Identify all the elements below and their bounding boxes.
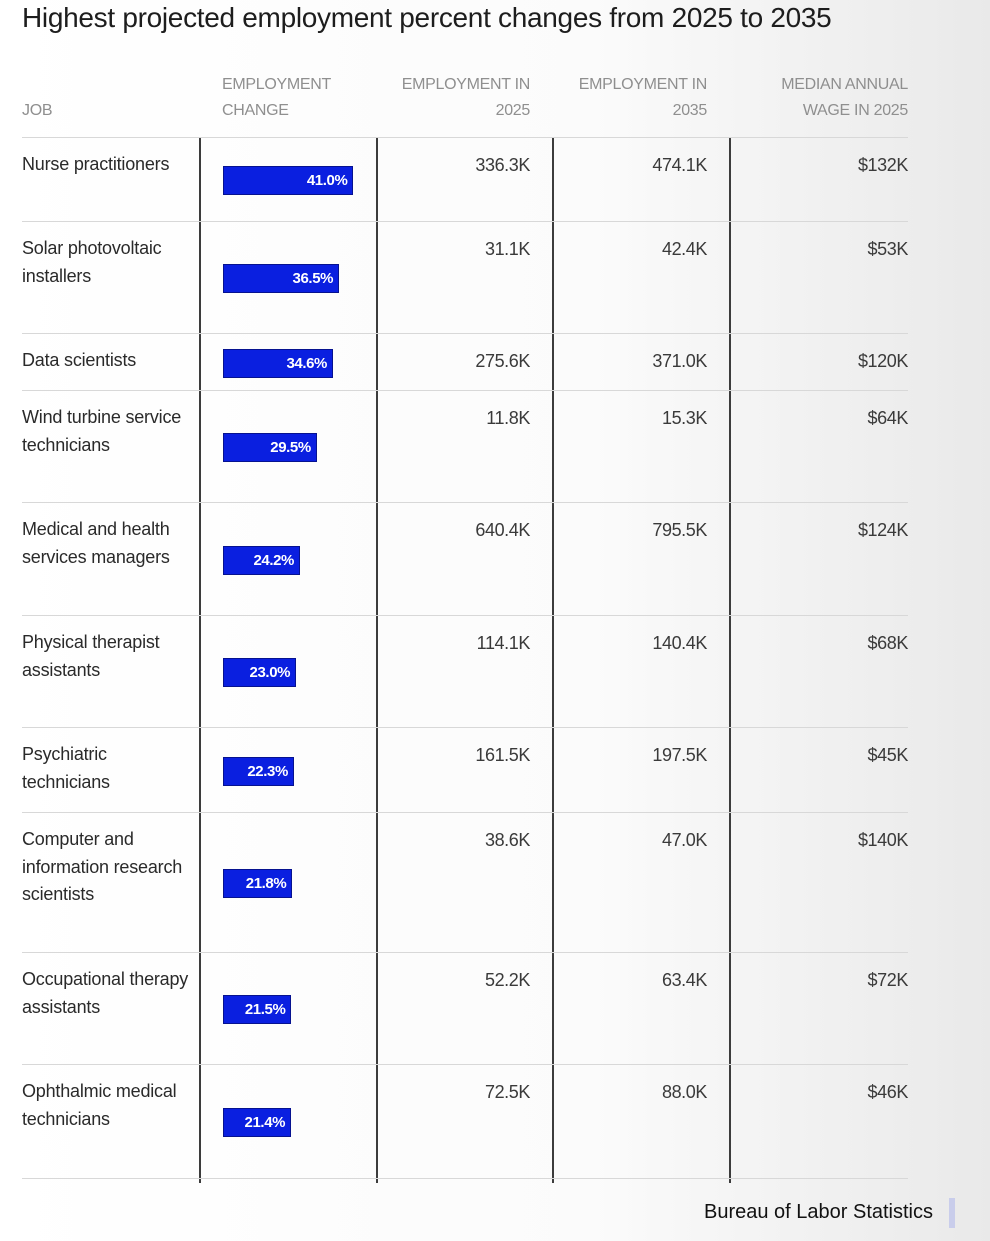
chart-title: Highest projected employment percent changes from 2025 to 2035 [22,2,832,33]
employment-change-bar: 22.3% [223,757,294,786]
employment-change-bar: 23.0% [223,658,296,687]
employment-2025-value: 72.5K [484,1082,530,1102]
row-divider [22,1178,908,1179]
median-wage-value: $68K [867,633,908,653]
job-name: Nurse practitioners [22,154,170,174]
employment-2035-value: 42.4K [661,239,707,259]
employment-2025-value: 38.6K [484,830,530,850]
employment-change-bar: 34.6% [223,349,333,378]
employment-2025-value: 114.1K [476,633,530,653]
job-name: Solar photovoltaic installers [22,238,162,286]
column-divider [199,137,201,1183]
median-wage-value: $72K [867,970,908,990]
header-employment-2035: EMPLOYMENT IN 2035 [578,76,707,119]
median-wage-value: $120K [857,351,908,371]
employment-change-bar: 21.8% [223,869,292,898]
employment-2025-value: 11.8K [486,408,530,428]
row-divider [22,812,908,813]
job-name: Ophthalmic medical technicians [22,1081,177,1129]
employment-change-bar: 21.4% [223,1108,291,1137]
job-name: Data scientists [22,350,137,370]
source-accent-bar [949,1198,955,1228]
employment-2035-value: 47.0K [661,830,707,850]
employment-2035-value: 63.4K [661,970,707,990]
median-wage-value: $45K [867,745,908,765]
median-wage-value: $132K [857,155,908,175]
median-wage-value: $140K [857,830,908,850]
row-divider [22,137,908,138]
employment-2025-value: 31.1K [484,239,530,259]
employment-2035-value: 88.0K [661,1082,707,1102]
job-name: Wind turbine service technicians [22,407,182,455]
employment-2035-value: 371.0K [652,351,707,371]
row-divider [22,727,908,728]
employment-2035-value: 140.4K [652,633,707,653]
employment-2035-value: 15.3K [661,408,707,428]
row-divider [22,952,908,953]
column-divider [376,137,378,1183]
job-name: Physical therapist assistants [22,632,160,680]
employment-2025-value: 336.3K [475,155,530,175]
row-divider [22,502,908,503]
employment-2025-value: 52.2K [484,970,530,990]
median-wage-value: $124K [857,520,908,540]
column-divider [552,137,554,1183]
row-divider [22,390,908,391]
employment-change-bar: 24.2% [223,546,300,575]
median-wage-value: $46K [867,1082,908,1102]
row-divider [22,615,908,616]
employment-2025-value: 161.5K [475,745,530,765]
employment-2025-value: 275.6K [475,351,530,371]
column-divider [729,137,731,1183]
job-name: Occupational therapy assistants [22,969,189,1017]
job-name: Computer and information research scientists [22,829,183,904]
employment-2025-value: 640.4K [475,520,530,540]
header-employment-change: EMPLOYMENT CHANGE [222,76,331,119]
employment-2035-value: 474.1K [652,155,707,175]
employment-change-bar: 29.5% [223,433,317,462]
source-credit: Bureau of Labor Statistics [703,1201,933,1223]
header-job: JOB [22,102,53,119]
row-divider [22,333,908,334]
median-wage-value: $53K [867,239,908,259]
row-divider [22,221,908,222]
employment-2035-value: 197.5K [652,745,707,765]
employment-change-bar: 21.5% [223,995,291,1024]
employment-2035-value: 795.5K [652,520,707,540]
row-divider [22,1064,908,1065]
header-median-wage: MEDIAN ANNUAL WAGE IN 2025 [781,76,908,119]
employment-change-bar: 41.0% [223,166,353,195]
job-name: Medical and health services managers [22,519,170,567]
header-employment-2025: EMPLOYMENT IN 2025 [401,76,530,119]
median-wage-value: $64K [867,408,908,428]
employment-change-bar: 36.5% [223,264,339,293]
job-name: Psychiatric technicians [22,744,110,792]
